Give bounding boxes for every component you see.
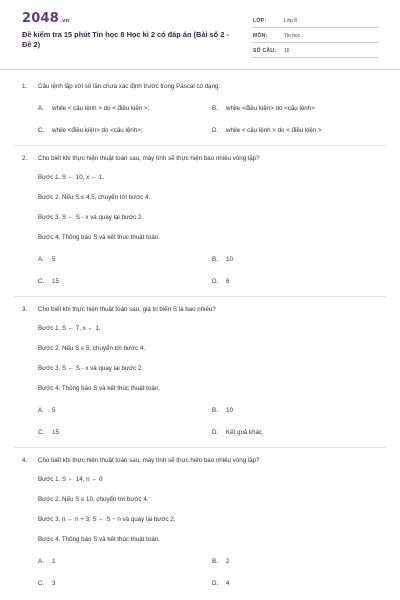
question-divider [14, 296, 386, 297]
option-text: 1 [52, 558, 56, 565]
algorithm-step: Bước 3. S ← S - x và quay lại bước 2. [38, 214, 144, 221]
algorithm-step: Bước 2. Nếu S ≤ 10, chuyển tới bước 4. [38, 496, 149, 503]
meta-key: SỐ CÂU: [253, 48, 277, 54]
answer-option[interactable] [38, 429, 59, 436]
option-label: D. [212, 580, 219, 587]
meta-row-class [252, 14, 378, 28]
algorithm-step: Bước 2. Nếu S ≤ 4.5, chuyển tới bước 4. [38, 194, 151, 201]
answer-option[interactable] [212, 407, 233, 414]
option-label: C. [38, 127, 45, 134]
option-text: 6 [226, 278, 230, 285]
meta-key: MÔN: [253, 33, 268, 39]
question-body: Cho biết khi thực hiện thuật toán sau, máy tính sẽ thực hiện bao nhiêu vòng lặp? [38, 457, 260, 464]
option-label: B. [212, 105, 218, 112]
logo-suffix: .vn [59, 18, 70, 24]
answer-option[interactable] [38, 105, 149, 112]
option-text: while <điều kiện> do <câu lệnh> [226, 105, 315, 112]
algorithm-step: Bước 3. S ← S - x và quay lại bước 2. [38, 365, 144, 372]
algorithm-step: Bước 4. Thông báo S và kết thúc thuật toán. [38, 536, 160, 543]
option-text: Kết quả khác [226, 429, 263, 436]
answer-option[interactable] [38, 558, 55, 565]
option-label: C. [38, 580, 45, 587]
meta-value: 10 [284, 48, 290, 54]
answer-option[interactable] [212, 278, 229, 285]
option-label: D. [212, 429, 219, 436]
question-text [22, 306, 216, 313]
algorithm-step: Bước 2. Nếu S ≤ 5, chuyển tới bước 4. [38, 345, 146, 352]
option-label: D. [212, 127, 219, 134]
question-number: 2. [22, 155, 28, 162]
option-text: 5 [52, 256, 56, 263]
option-text: 2 [226, 558, 230, 565]
algorithm-step: Bước 1. S ← 10, x ← 1. [38, 174, 104, 181]
answer-option[interactable] [38, 127, 142, 134]
header-divider [0, 69, 400, 70]
question-divider [14, 447, 386, 448]
algorithm-step: Bước 4. Thông báo S và kết thúc thuật toán. [38, 385, 160, 392]
option-label: C. [38, 278, 45, 285]
question-text [22, 155, 260, 162]
answer-option[interactable] [212, 105, 315, 112]
logo-text: 2048 [22, 11, 59, 26]
option-text: 15 [52, 278, 59, 285]
option-text: while < câu lệnh > do < điều kiện > [226, 127, 322, 134]
option-text: 5 [52, 407, 56, 414]
option-label: B. [212, 407, 218, 414]
question-text [22, 83, 220, 90]
meta-row-subject [252, 29, 378, 43]
answer-option[interactable] [212, 429, 262, 436]
algorithm-step: Bước 1. S ← 14, n ← 0 [38, 476, 103, 483]
option-text: while < câu lệnh > do < điều kiện >; [52, 105, 150, 112]
question-number: 1. [22, 83, 28, 90]
option-text: 10 [226, 407, 233, 414]
question-number: 4. [22, 457, 28, 464]
option-text: 4 [226, 580, 230, 587]
page-title: Đề kiểm tra 15 phút Tin học 8 Học kì 2 có đáp án (Bài số 2 - Đề 2) [22, 30, 229, 49]
option-label: B. [212, 558, 218, 565]
question-text [22, 457, 260, 464]
option-text: 10 [226, 256, 233, 263]
option-label: C. [38, 429, 45, 436]
meta-info [252, 14, 378, 59]
meta-value: Tin học [284, 33, 301, 39]
option-text: 15 [52, 429, 59, 436]
question-number: 3. [22, 306, 28, 313]
option-label: A. [38, 105, 44, 112]
page-header [0, 0, 400, 68]
question-body: Câu lệnh lặp với số lần chưa xác định trước trong Pascal có dạng: [38, 83, 221, 90]
site-logo[interactable] [22, 11, 69, 26]
answer-option[interactable] [38, 256, 55, 263]
option-label: D. [212, 278, 219, 285]
meta-key: LỚP: [253, 18, 267, 24]
answer-option[interactable] [212, 580, 229, 587]
answer-option[interactable] [38, 278, 59, 285]
question-body: Cho biết khi thực hiện thuật toán sau, máy tính sẽ thực hiện bao nhiêu vòng lặp? [38, 155, 260, 162]
option-label: A. [38, 256, 44, 263]
option-text: while <điều kiện> do <câu lệnh>; [52, 127, 143, 134]
meta-value: Lớp 8 [284, 18, 298, 24]
answer-option[interactable] [38, 407, 55, 414]
answer-option[interactable] [38, 580, 55, 587]
option-label: B. [212, 256, 218, 263]
algorithm-step: Bước 4. Thông báo S và kết thúc thuật toán. [38, 234, 160, 241]
algorithm-step: Bước 3. n ← n + 3, S ← S − n và quay lại bước 2. [38, 516, 176, 523]
answer-option[interactable] [212, 558, 229, 565]
answer-option[interactable] [212, 256, 233, 263]
question-body: Cho biết khi thực hiện thuật toán sau, giá trị biến S là bao nhiêu? [38, 306, 216, 313]
option-label: A. [38, 558, 44, 565]
answer-option[interactable] [212, 127, 322, 134]
option-label: A. [38, 407, 44, 414]
question-divider [14, 145, 386, 146]
option-text: 3 [52, 580, 56, 587]
algorithm-step: Bước 1. S ← 7, x ← 1. [38, 325, 101, 332]
meta-row-count [252, 44, 378, 58]
